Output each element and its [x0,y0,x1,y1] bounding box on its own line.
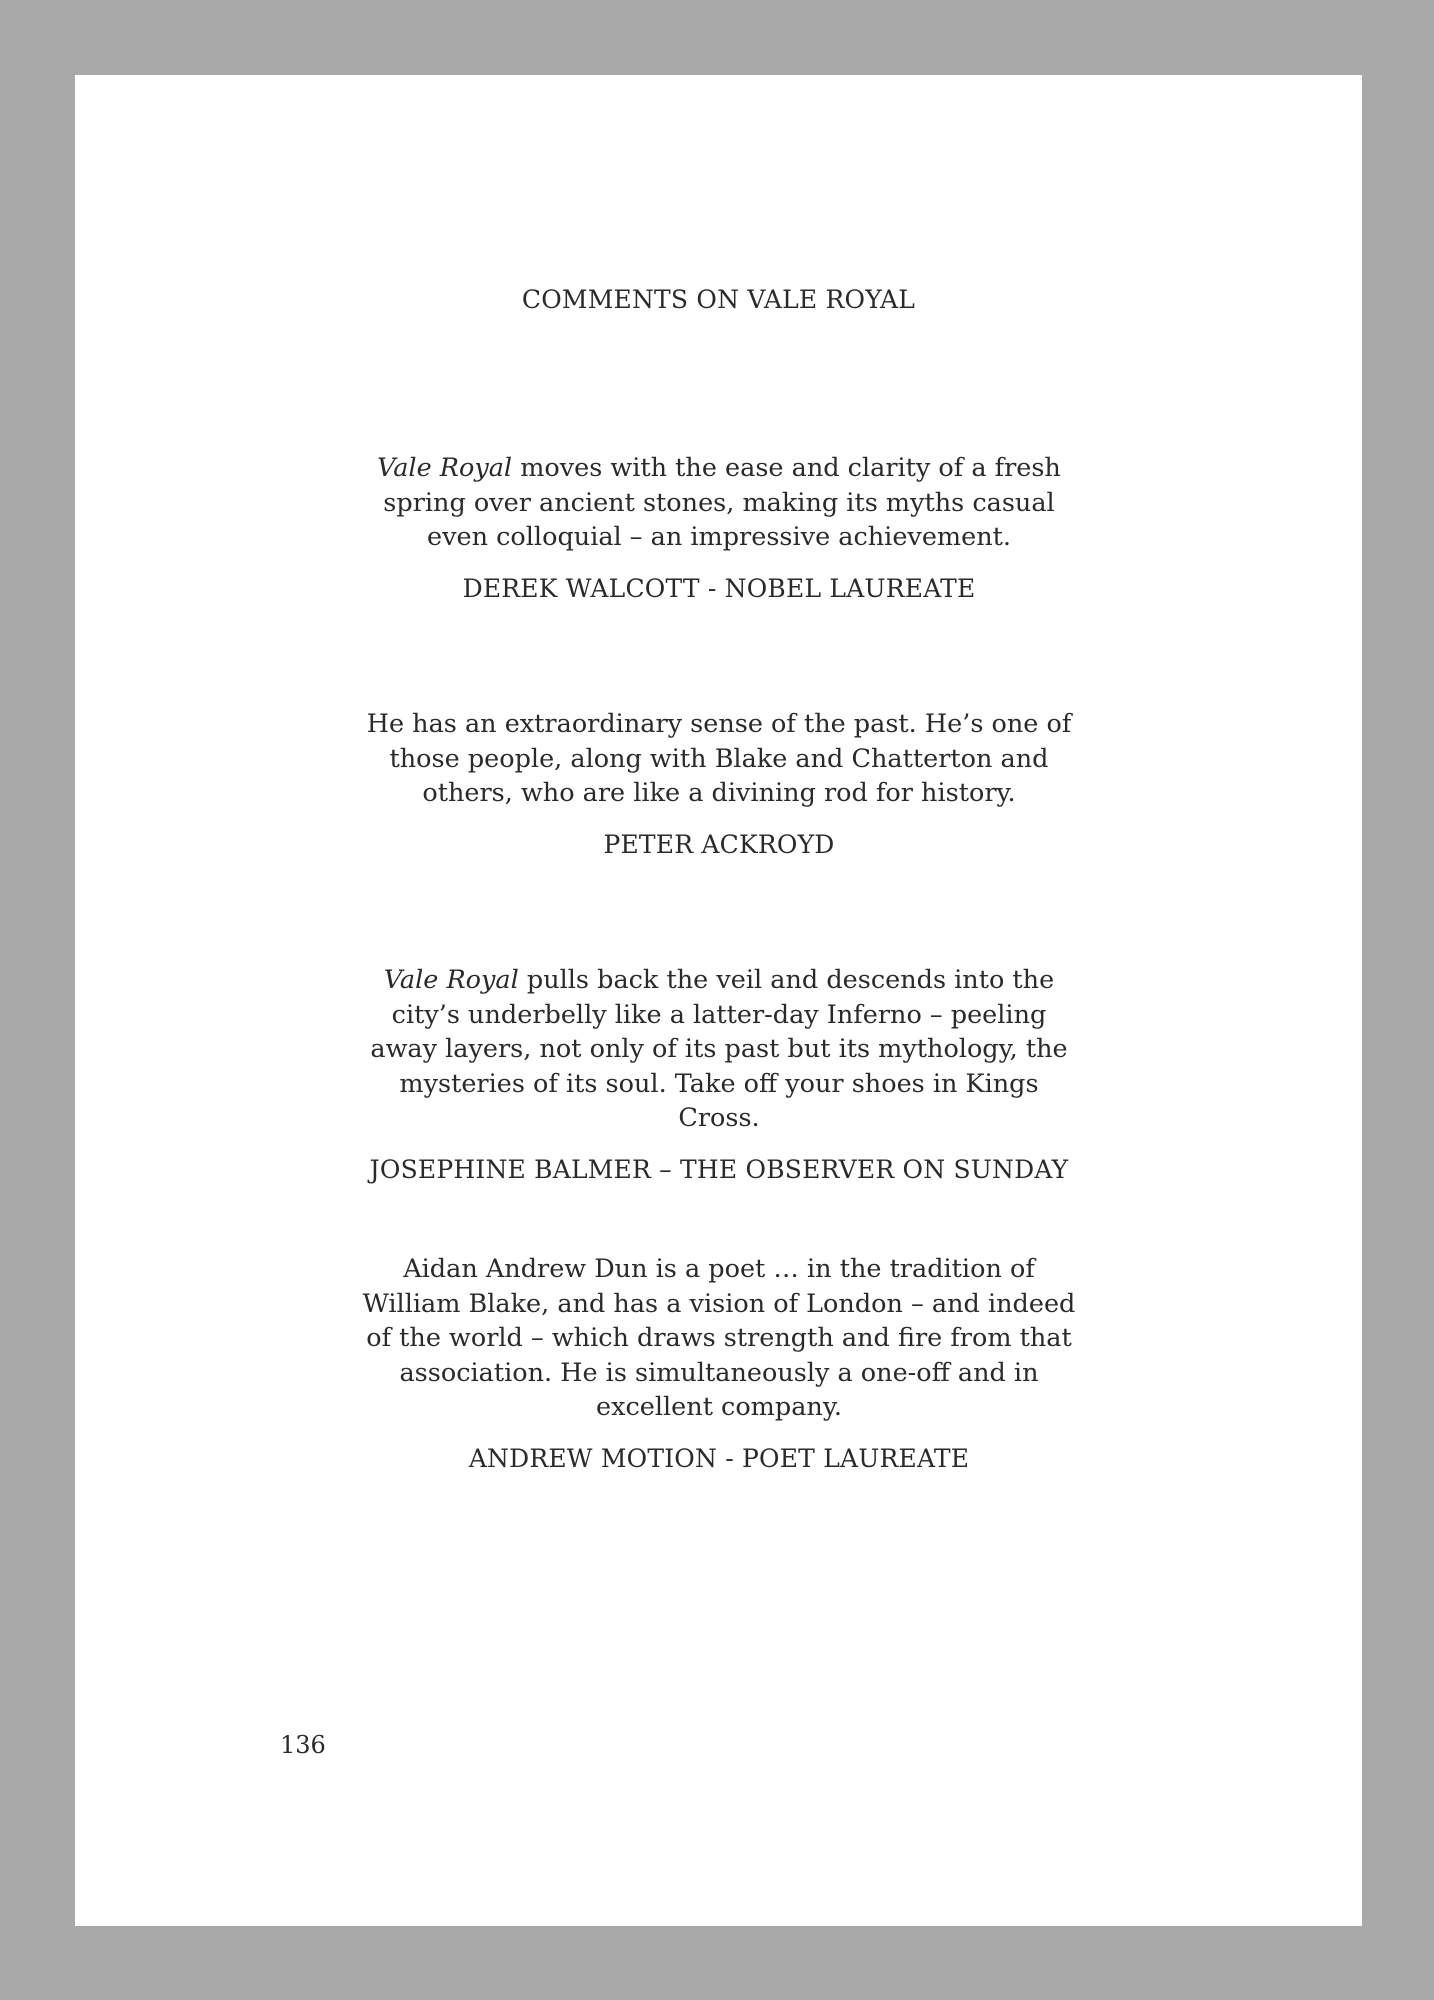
page-number: 136 [280,1731,326,1759]
quote-text: moves with the ease and clarity of a fresh spring over ancient stones, making its myths casual even colloquial – an impressive achievement. [383,453,1061,552]
comment-quote [355,451,1083,555]
book-page [75,75,1362,1926]
comment-author: JOSEPHINE BALMER – THE OBSERVER ON SUNDAY [369,1154,1069,1184]
comment-author: DEREK WALCOTT - NOBEL LAUREATE [462,573,976,603]
comment-ackroyd [355,707,1083,862]
comment-quote [355,707,1083,811]
quote-text: pulls back the veil and descends into the city’s underbelly like a latter-day Inferno – peeling away layers, not only of its past but its mythology, the mysteries of its soul. Take off your shoes in Kings Cross. [370,965,1068,1133]
comment-walcott [355,451,1083,606]
quote-book-title: Vale Royal [377,453,513,483]
comment-author: ANDREW MOTION - POET LAUREATE [468,1443,970,1473]
quote-text: He has an extraordinary sense of the past. He’s one of those people, along with Blake and Chatterton and others, who are like a divining rod for history. [366,709,1072,808]
quote-book-title: Vale Royal [383,965,519,995]
comment-balmer [355,963,1083,1187]
comment-quote [355,1252,1083,1425]
quote-text: Aidan Andrew Dun is a poet … in the tradition of William Blake, and has a vision of London – and indeed of the world – which draws strength and fire from that association. He is simultaneously a one-off and in excellent company. [362,1254,1076,1422]
comment-author: PETER ACKROYD [603,829,835,859]
page-heading: COMMENTS ON VALE ROYAL [521,285,916,314]
comment-quote [355,963,1083,1136]
comment-motion [355,1252,1083,1476]
